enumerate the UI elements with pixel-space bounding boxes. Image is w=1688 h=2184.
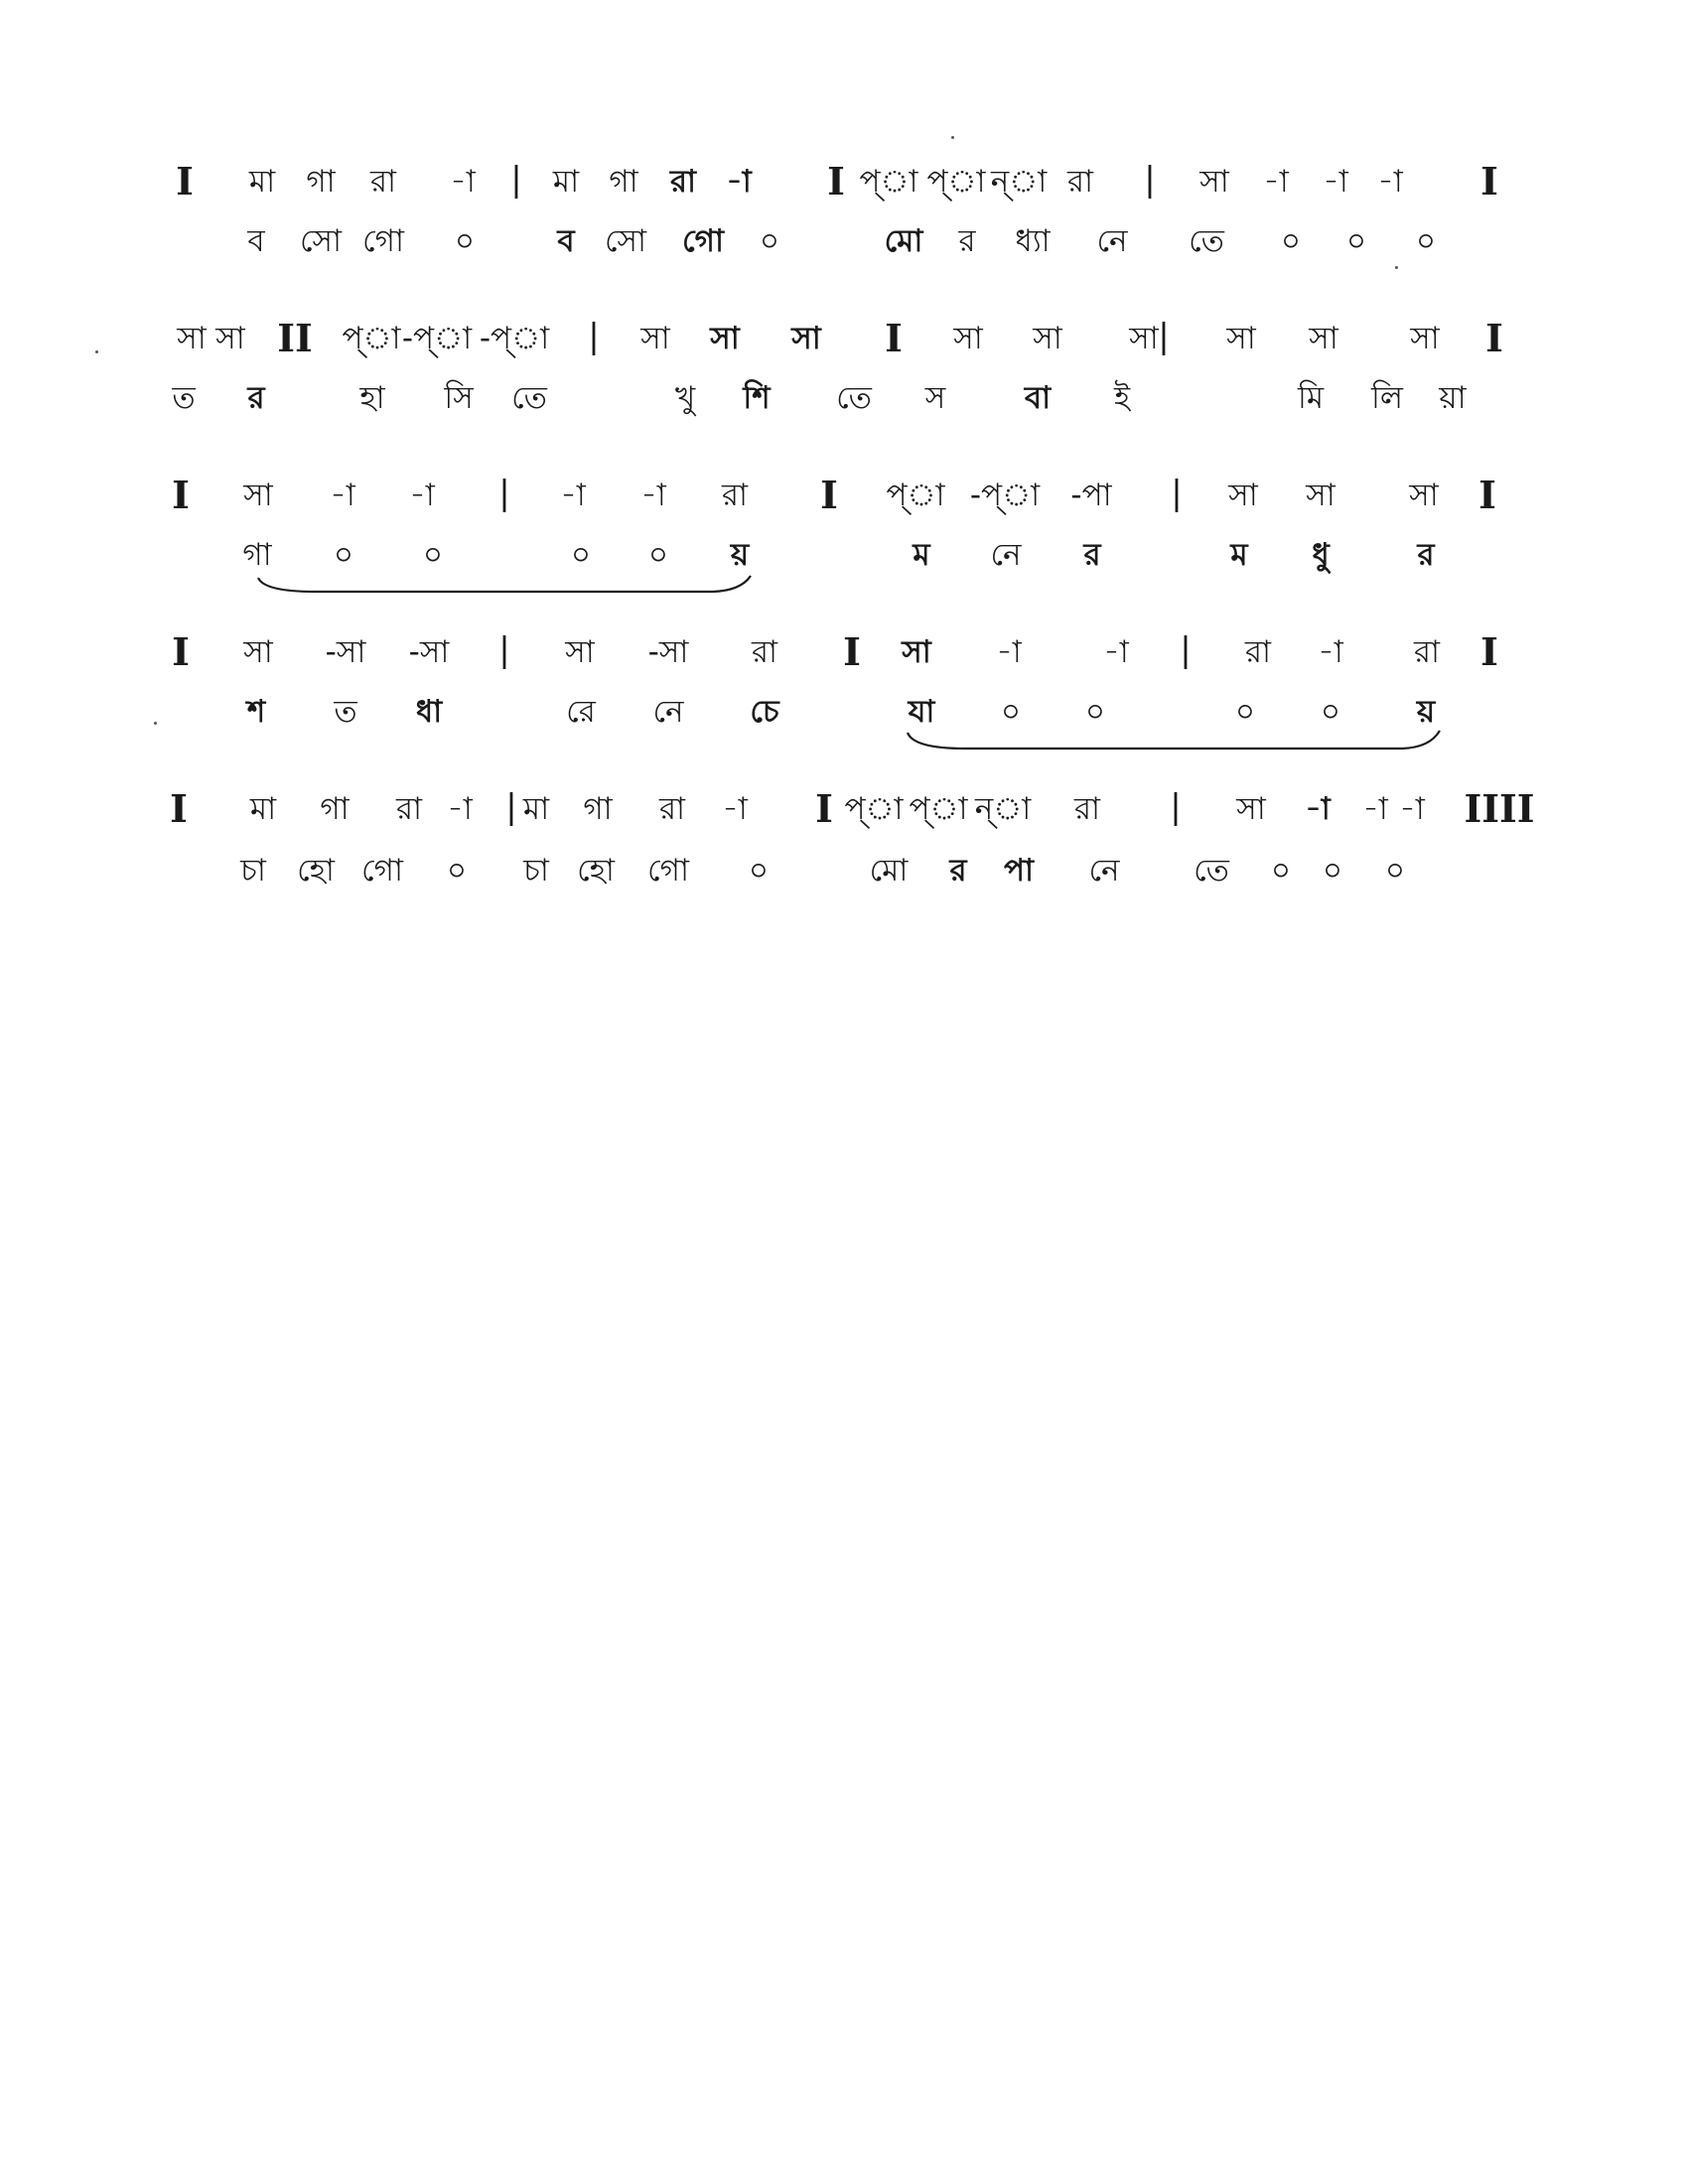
beat-divider: | <box>1170 787 1182 827</box>
sargam-note: প্া <box>844 791 904 827</box>
lyric-syllable: গা <box>242 537 272 573</box>
lyric-syllable: ০ <box>1384 853 1406 888</box>
lyric-syllable: ম <box>1230 537 1248 573</box>
sargam-note: ন্া <box>990 164 1048 200</box>
sargam-note: ন্া <box>974 791 1032 827</box>
lyric-syllable: ০ <box>647 537 669 573</box>
sargam-note: সা <box>1129 321 1159 356</box>
lyric-syllable: যা <box>908 694 935 730</box>
lyric-syllable: ০ <box>1280 223 1302 259</box>
sargam-note: সা <box>640 321 670 356</box>
bar-line: I <box>170 786 188 831</box>
notation-system-2 <box>0 316 1688 445</box>
sargam-note: প্া <box>859 164 918 200</box>
beat-divider: | <box>1144 160 1156 200</box>
sargam-note: মা <box>249 791 277 827</box>
sargam-note: -প্া <box>969 478 1041 513</box>
bar-line: I <box>1485 316 1503 360</box>
sargam-note: রা <box>1073 791 1101 827</box>
lyric-syllable: নে <box>1088 853 1120 888</box>
lyric-syllable: চা <box>240 853 266 888</box>
sargam-note: প্া <box>886 478 945 513</box>
lyric-syllable: শি <box>743 380 771 416</box>
sargam-note: -া <box>640 478 666 513</box>
bar-line: I <box>1478 473 1496 517</box>
sargam-note: সা <box>1306 478 1336 513</box>
lyric-syllable: ০ <box>422 537 444 573</box>
bar-line: I <box>172 629 190 674</box>
sargam-note: -া <box>1318 634 1343 670</box>
sargam-note: রা <box>369 164 397 200</box>
bar-line: IIII <box>1464 786 1535 831</box>
lyric-syllable: র <box>1083 537 1101 573</box>
sargam-note: -া <box>450 164 476 200</box>
lyric-syllable: গো <box>362 223 404 259</box>
sargam-note: সা <box>1309 321 1338 356</box>
beat-divider: | <box>1180 630 1192 670</box>
sargam-note: সা <box>243 634 273 670</box>
bar-line: I <box>1480 629 1498 674</box>
beat-divider: | <box>588 317 600 356</box>
sargam-note: সা <box>710 321 740 356</box>
sargam-note: গা <box>320 791 350 827</box>
lyric-syllable: ০ <box>748 853 770 888</box>
sargam-note: সা <box>1228 478 1258 513</box>
beat-divider: | <box>510 160 522 200</box>
lyric-syllable: সো <box>604 223 647 259</box>
lyric-syllable: হো <box>577 853 615 888</box>
lyric-syllable: হা <box>359 380 385 416</box>
lyric-syllable: মো <box>884 223 923 259</box>
sargam-note: সা <box>1236 791 1266 827</box>
slur-curve <box>906 729 1442 752</box>
lyric-syllable: য় <box>1416 694 1436 730</box>
beat-divider: | <box>498 630 510 670</box>
lyric-syllable: ০ <box>446 853 468 888</box>
sargam-note: -প্া <box>401 321 473 356</box>
lyric-syllable: ০ <box>1322 853 1343 888</box>
sargam-note: -প্া <box>479 321 550 356</box>
lyric-syllable: সো <box>299 223 343 259</box>
lyric-syllable: বা <box>1024 380 1052 416</box>
bar-line: I <box>172 473 190 517</box>
lyric-syllable: ০ <box>1000 694 1022 730</box>
sargam-note: -সা <box>647 634 689 670</box>
sargam-note: মা <box>522 791 550 827</box>
bar-line: I <box>1480 159 1498 204</box>
sargam-note: প্া <box>909 791 968 827</box>
sargam-note: -া <box>1362 791 1388 827</box>
bar-line: I <box>843 629 861 674</box>
sargam-note: সা <box>1199 164 1229 200</box>
beat-divider: | <box>1158 317 1170 356</box>
sargam-note: -া <box>1377 164 1403 200</box>
beat-divider: | <box>1171 474 1183 513</box>
lyric-syllable: পা <box>1003 853 1035 888</box>
sargam-note: -পা <box>1070 478 1112 513</box>
lyric-syllable: ধ্যা <box>1015 223 1051 259</box>
lyric-syllable: ০ <box>1345 223 1367 259</box>
lyric-syllable: ০ <box>570 537 592 573</box>
sargam-note: সা <box>565 634 595 670</box>
lyric-syllable: তে <box>511 380 547 416</box>
sargam-note: সা <box>177 321 207 356</box>
lyric-syllable: ০ <box>1320 694 1341 730</box>
sargam-note: -া <box>1305 791 1331 827</box>
sargam-note: সা <box>791 321 821 356</box>
sargam-note: -া <box>996 634 1022 670</box>
sargam-note: মা <box>552 164 580 200</box>
sargam-note: -া <box>1103 634 1129 670</box>
sargam-note: -া <box>1263 164 1289 200</box>
lyric-syllable: ০ <box>1234 694 1256 730</box>
lyric-syllable: হো <box>297 853 335 888</box>
sargam-note: সা <box>953 321 983 356</box>
sargam-note: গা <box>306 164 336 200</box>
lyric-syllable: খু <box>674 380 696 416</box>
notation-system-5 <box>0 786 1688 915</box>
sargam-note: রা <box>669 164 697 200</box>
sargam-note: -সা <box>408 634 450 670</box>
sargam-note: রা <box>1066 164 1094 200</box>
lyric-syllable: ব <box>247 223 265 259</box>
paper-speck <box>951 136 954 139</box>
notation-system-3 <box>0 473 1688 602</box>
sargam-note: রা <box>751 634 778 670</box>
sargam-note: সা <box>1033 321 1062 356</box>
sargam-note: -সা <box>325 634 366 670</box>
sargam-note: -া <box>330 478 355 513</box>
sargam-note: প্া <box>926 164 986 200</box>
bar-line: I <box>885 316 903 360</box>
bar-line: I <box>827 159 845 204</box>
lyric-syllable: ধু <box>1312 537 1330 573</box>
lyric-syllable: লি <box>1371 380 1403 416</box>
sargam-note: রা <box>1413 634 1441 670</box>
lyric-syllable: মো <box>869 853 909 888</box>
sargam-note: রা <box>658 791 686 827</box>
lyric-syllable: য়া <box>1439 380 1467 416</box>
sargam-note: সা <box>243 478 273 513</box>
notation-system-4 <box>0 629 1688 758</box>
paper-speck <box>1395 266 1398 269</box>
sargam-note: সা <box>1410 321 1440 356</box>
lyric-syllable: ০ <box>1415 223 1437 259</box>
slur-curve <box>256 574 753 596</box>
lyric-syllable: ০ <box>333 537 354 573</box>
lyric-syllable: ০ <box>1084 694 1106 730</box>
slur-path <box>908 731 1440 749</box>
slur-path <box>258 576 751 592</box>
lyric-syllable: ম <box>913 537 930 573</box>
notation-system-1 <box>0 159 1688 288</box>
lyric-syllable: র <box>949 853 967 888</box>
lyric-syllable: চে <box>750 694 779 730</box>
sargam-note: -া <box>447 791 473 827</box>
lyric-syllable: তে <box>1194 853 1229 888</box>
lyric-syllable: নে <box>990 537 1022 573</box>
sargam-note: -া <box>1323 164 1348 200</box>
lyric-syllable: র <box>1417 537 1435 573</box>
lyric-syllable: সি <box>444 380 474 416</box>
bar-line: II <box>277 316 313 360</box>
sargam-note: রা <box>1244 634 1272 670</box>
sargam-note: -া <box>409 478 435 513</box>
lyric-syllable: তে <box>1189 223 1224 259</box>
sargam-note: -া <box>722 791 748 827</box>
sargam-note: -া <box>560 478 586 513</box>
lyric-syllable: নে <box>1096 223 1128 259</box>
lyric-syllable: মি <box>1297 380 1325 416</box>
sargam-note: -া <box>726 164 752 200</box>
sargam-note: রা <box>395 791 423 827</box>
sargam-note: সা <box>902 634 931 670</box>
lyric-syllable: ত <box>172 380 196 416</box>
bar-line: I <box>820 473 838 517</box>
bar-line: I <box>176 159 194 204</box>
beat-divider: | <box>498 474 510 513</box>
lyric-syllable: নে <box>652 694 684 730</box>
sargam-note: মা <box>248 164 276 200</box>
sargam-note: সা <box>215 321 245 356</box>
sargam-note: গা <box>609 164 638 200</box>
lyric-syllable: র <box>247 380 265 416</box>
lyric-syllable: স <box>924 380 946 416</box>
beat-divider: | <box>505 787 517 827</box>
sargam-note: গা <box>583 791 613 827</box>
lyric-syllable: ই <box>1113 380 1131 416</box>
sargam-note: -া <box>1399 791 1425 827</box>
lyric-syllable: রে <box>566 694 596 730</box>
lyric-syllable: গো <box>361 853 403 888</box>
sargam-note: রা <box>721 478 749 513</box>
bar-line: I <box>815 786 833 831</box>
paper-speck <box>95 350 98 353</box>
lyric-syllable: ধা <box>415 694 443 730</box>
sargam-note: সা <box>1409 478 1439 513</box>
sargam-note: প্া <box>342 321 401 356</box>
lyric-syllable: গো <box>647 853 689 888</box>
lyric-syllable: ০ <box>1270 853 1292 888</box>
lyric-syllable: ত <box>334 694 357 730</box>
sargam-note: সা <box>1226 321 1256 356</box>
lyric-syllable: তে <box>836 380 872 416</box>
lyric-syllable: গো <box>682 223 724 259</box>
lyric-syllable: য় <box>730 537 750 573</box>
paper-speck <box>154 722 157 725</box>
lyric-syllable: ০ <box>759 223 780 259</box>
lyric-syllable: চা <box>523 853 549 888</box>
lyric-syllable: শ <box>246 694 266 730</box>
lyric-syllable: ব <box>557 223 575 259</box>
lyric-syllable: র <box>958 223 976 259</box>
lyric-syllable: ০ <box>454 223 476 259</box>
